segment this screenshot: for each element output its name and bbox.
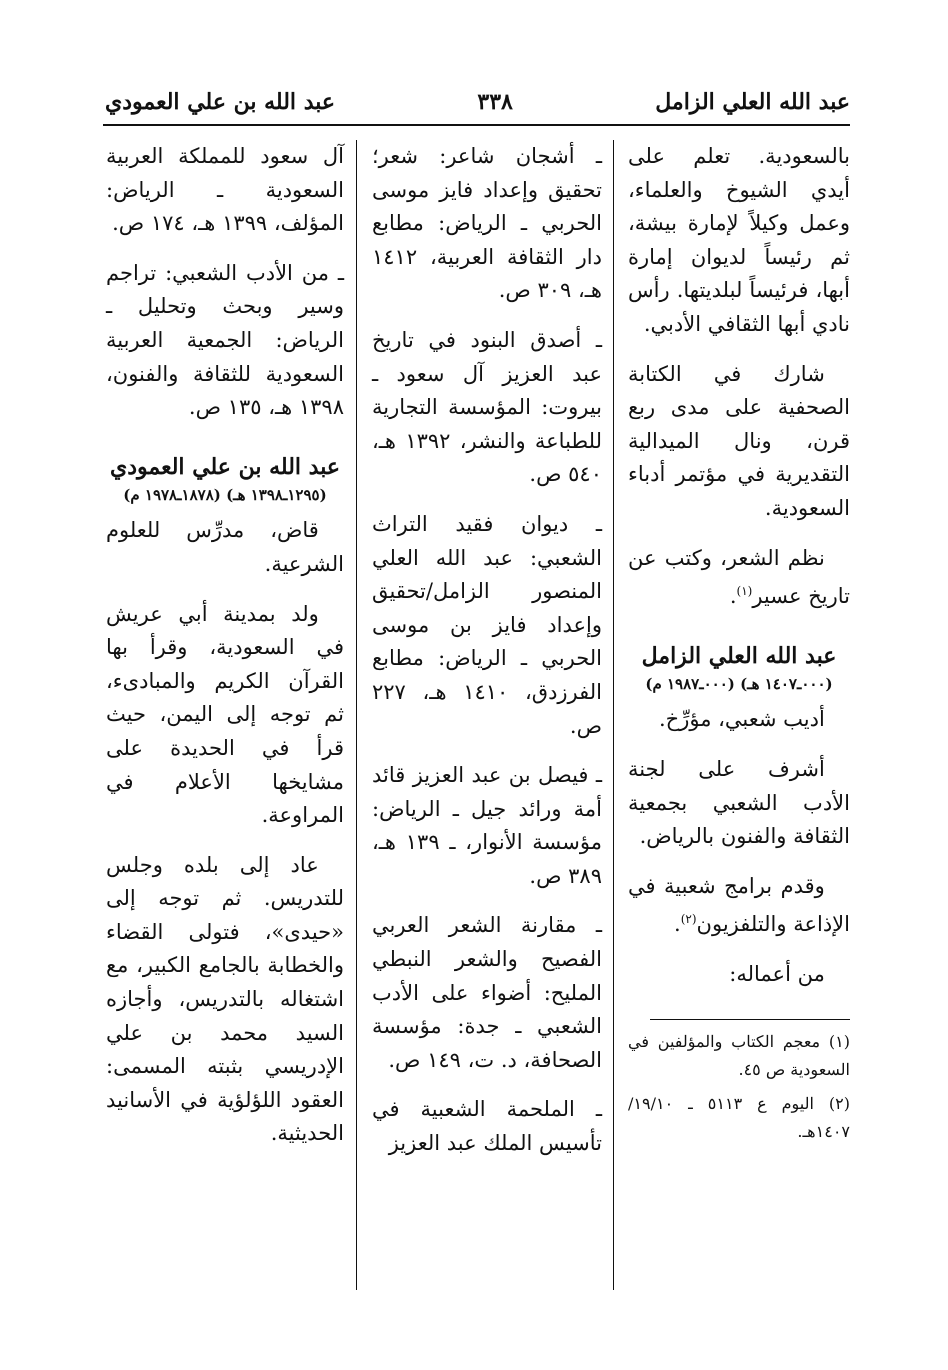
work-item: ـ من الأدب الشعبي: تراجم وسير وبحث وتحليل ـ الرياض: الجمعية العربية السعودية للثقافة والفنون، ١٣٩٨ هـ، ١٣٥ ص. (106, 260, 344, 420)
entry-dates: (٠٠٠ـ١٤٠٧ هـ) (٠٠٠ـ١٩٨٧ م) (645, 675, 833, 694)
paragraph: بالسعودية. تعلم على أيدي الشيوخ والعلماء، وعمل وكيلاً لإمارة بيشة، ثم رئيساً لديوان إمارة أبها، فرئيساً لبلديتها. رأس نادي أبها الثقافي الأدبي. (628, 144, 850, 336)
paragraph: ولد بمدينة أبي عريش في السعودية، وقرأ بها القرآن الكريم والمبادىء، ثم توجه إلى اليمن، حيث قرأ في الحديدة على مشايخها الأعلام في المراوعة. (106, 601, 344, 828)
page-header (105, 82, 850, 122)
column-divider-right (613, 140, 614, 1290)
work-item: ـ أصدق البنود في تاريخ عبد العزيز آل سعود ـ بيروت: المؤسسة التجارية للطباعة والنشر، ١٣٩٢ هـ، ٥٤٠ ص. (372, 327, 602, 487)
running-title-left: عبد الله بن علي العمودي (105, 89, 336, 115)
entry-title: عبد الله بن علي العمودي (110, 453, 340, 480)
column-middle (372, 140, 602, 1300)
footnote-ref: (١) (736, 584, 753, 599)
paragraph: قاض، مدرِّس للعلوم الشرعية. (106, 518, 344, 576)
paragraph: شارك في الكتابة الصحفية على مدى ربع قرن، ونال الميدالية التقديرية في مؤتمر أدباء السعودية. (628, 361, 850, 520)
footnote: (٢) اليوم ع ٥١١٣ ـ ١٩/١٠/ ١٤٠٧هـ. (628, 1094, 851, 1142)
paragraph-text: نظم الشعر، وكتب عن تاريخ عسير (628, 545, 850, 609)
work-item: آل سعود للمملكة العربية السعودية ـ الرياض: المؤلف، ١٣٩٩ هـ، ١٧٤ ص. (106, 144, 344, 236)
footnote-ref: (٢) (680, 912, 697, 927)
footnote: (١) معجم الكتاب والمؤلفين في السعودية ص ٤٥. (628, 1032, 850, 1080)
paragraph (628, 870, 850, 942)
column-right (628, 140, 850, 1300)
column-divider-left (356, 140, 357, 1290)
paragraph: من أعماله: (729, 961, 825, 986)
paragraph: أديب شعبي، مؤرِّخ. (658, 707, 825, 732)
header-rule (103, 124, 850, 126)
work-item: ـ أشجان شاعر: شعر؛ تحقيق وإعداد فايز موسى الحربي ـ الرياض: مطابع دار الثقافة العربية، ١٤١٢ هـ، ٣٠٩ ص. (372, 144, 602, 303)
page-number: ٣٣٨ (477, 89, 513, 115)
paragraph: أشرف على لجنة الأدب الشعبي بجمعية الثقافة والفنون بالرياض. (628, 756, 850, 849)
paragraph-text: وقدم برامج شعبية في الإذاعة والتلفزيون (628, 873, 850, 937)
entry-dates: (١٢٩٥ـ١٣٩٨ هـ) (١٨٧٨ـ١٩٧٨ م) (123, 486, 327, 505)
paragraph-end: . (674, 912, 681, 937)
footnote-separator (650, 1019, 850, 1020)
paragraph-end: . (729, 584, 737, 609)
paragraph (628, 542, 850, 614)
work-item: ـ مقارنة الشعر العربي الفصيح والشعر النبطي المليح: أضواء على الأدب الشعبي ـ جدة: مؤسسة الصحافة، د. ت، ١٤٩ ص. (372, 913, 602, 1072)
work-item: ـ الملحمة الشعبية في تأسيس الملك عبد العزيز (372, 1097, 602, 1156)
entry-title: عبد الله العلي الزامل (641, 642, 837, 669)
column-left (106, 140, 344, 1300)
paragraph: عاد إلى بلده وجلس للتدريس. ثم توجه إلى «حيدى»، فتولى القضاء والخطابة بالجامع الكبير، مع اشتغاله بالتدريس، وأجازه السيد محمد بن علي الإدريسي بثبته المسمى: العقود اللؤلؤية في الأسانيد الحديثية. (106, 852, 344, 1146)
running-title-right: عبد الله العلي الزامل (655, 89, 850, 115)
work-item: ـ ديوان فقيد التراث الشعبي: عبد الله العلي المنصور الزامل/تحقيق وإعداد فايز بن موسى الحربي ـ الرياض: مطابع الفرزدق، ١٤١٠ هـ، ٢٢٧ ص. (372, 511, 603, 738)
work-item: ـ فيصل بن عبد العزيز قائد أمة ورائد جيل ـ الرياض: مؤسسة الأنوار، ـ ١٣٩ هـ، ٣٨٩ ص. (372, 763, 602, 888)
